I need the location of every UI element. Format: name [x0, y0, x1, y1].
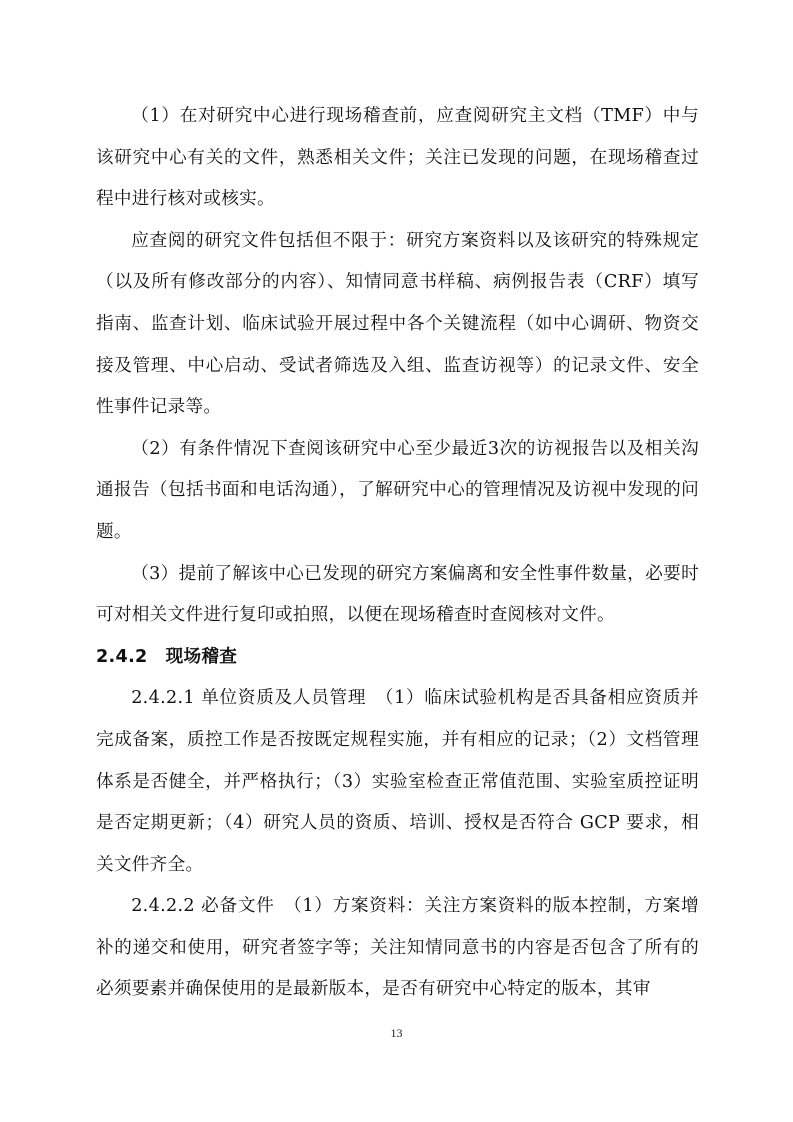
paragraph-visit-reports: （2）有条件情况下查阅该研究中心至少最近3次的访视报告以及相关沟通报告（包括书面和电话沟通），了解研究中心的管理情况及访视中发现的问题。	[96, 438, 699, 542]
paragraph-pre-audit-review: （1）在对研究中心进行现场稽查前，应查阅研究主文档（TMF）中与该研究中心有关的文件，熟悉相关文件；关注已发现的问题，在现场稽查过程中进行核对或核实。	[96, 106, 699, 210]
paragraph-deviations: （3）提前了解该中心已发现的研究方案偏离和安全性事件数量，必要时可对相关文件进行复印或拍照，以便在现场稽查时查阅核对文件。	[96, 563, 699, 626]
page-number: 13	[390, 1026, 403, 1040]
page-body	[96, 96, 699, 1011]
paragraph-documents-to-review: 应查阅的研究文件包括但不限于：研究方案资料以及该研究的特殊规定（以及所有修改部分的内容）、知情同意书样稿、病例报告表（CRF）填写指南、监查计划、临床试验开展过程中各个关键流程（如中心调研、物资交接及管理、中心启动、受试者筛选及入组、监查访视等）的记录文件、安全性事件记录等。	[96, 230, 699, 418]
paragraph-qualification-management: 2.4.2.1 单位资质及人员管理 （1）临床试验机构是否具备相应资质并完成备案，质控工作是否按既定规程实施，并有相应的记录；（2）文档管理体系是否健全，并严格执行；（3）实验室检查正常值范围、实验室质控证明是否定期更新；（4）研究人员的资质、培训、授权是否符合 GCP 要求，相关文件齐全。	[96, 688, 699, 875]
section-title: 现场稽查	[165, 646, 238, 667]
paragraph-essential-documents: 2.4.2.2 必备文件 （1）方案资料：关注方案资料的版本控制，方案增补的递交和使用，研究者签字等；关注知情同意书的内容是否包含了所有的必须要素并确保使用的是最新版本，是否有研究中心特定的版本，其审	[96, 896, 699, 1000]
section-number: 2.4.2	[96, 646, 148, 667]
section-heading	[96, 637, 699, 679]
